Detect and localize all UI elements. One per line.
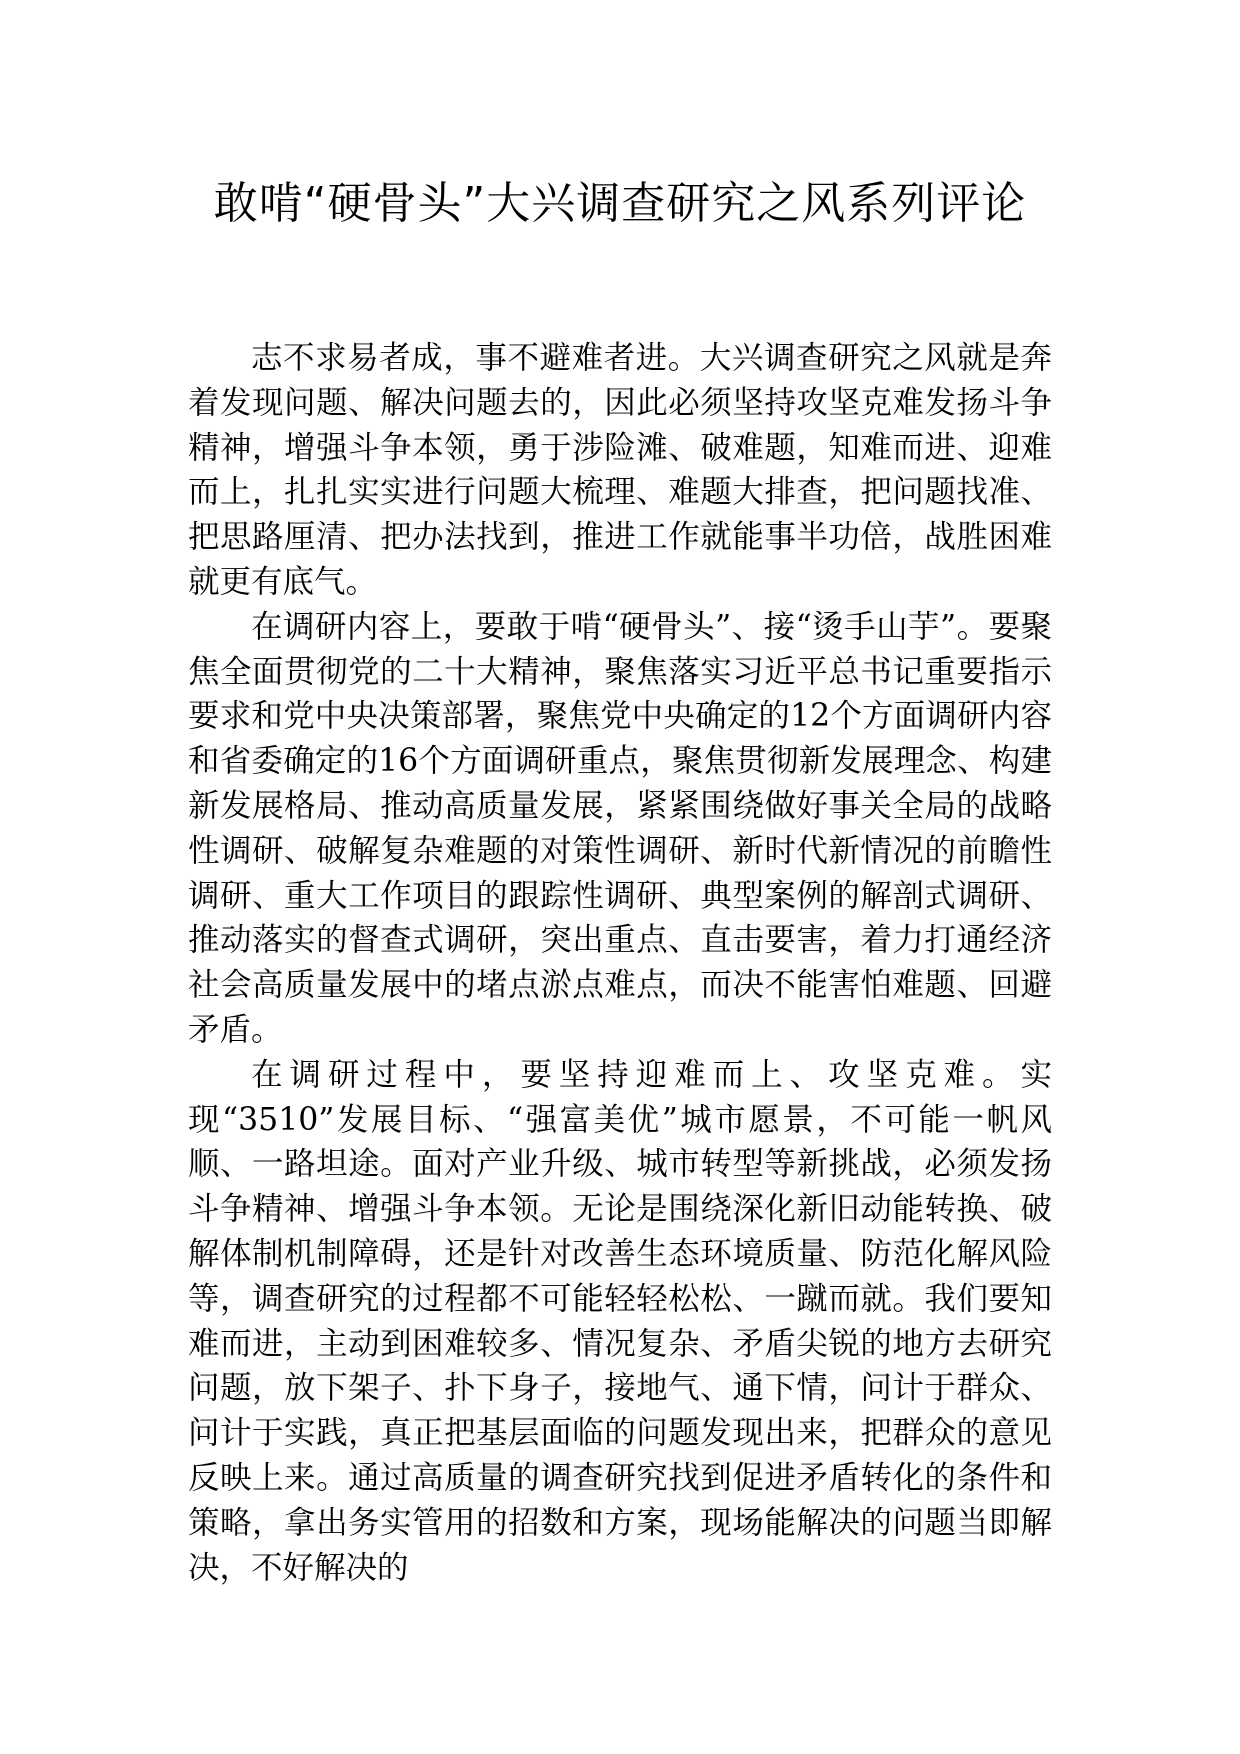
paragraph: 在调研过程中，要坚持迎难而上、攻坚克难。实现“3510”发展目标、“强富美优”城市愿景，不可能一帆风顺、一路坦途。面对产业升级、城市转型等新挑战，必须发扬斗争精神、增强斗争本领。无论是围绕深化新旧动能转换、破解体制机制障碍，还是针对改善生态环境质量、防范化解风险等，调查研究的过程都不可能轻轻松松、一蹴而就。我们要知难而进，主动到困难较多、情况复杂、矛盾尖锐的地方去研究问题，放下架子、扑下身子，接地气、通下情，问计于群众、问计于实践，真正把基层面临的问题发现出来，把群众的意见反映上来。通过高质量的调查研究找到促进矛盾转化的条件和策略，拿出务实管用的招数和方案，现场能解决的问题当即解决，不好解决的 bbox=[188, 1056, 1052, 1586]
paragraph: 志不求易者成，事不避难者进。大兴调查研究之风就是奔着发现问题、解决问题去的，因此必须坚持攻坚克难发扬斗争精神，增强斗争本领，勇于涉险滩、破难题，知难而进、迎难而上，扎扎实实进行问题大梳理、难题大排查，把问题找准、把思路厘清、把办法找到，推进工作就能事半功倍，战胜困难就更有底气。 bbox=[188, 340, 1052, 600]
document-title: 敢啃“硬骨头”大兴调查研究之风系列评论 bbox=[213, 178, 1027, 229]
paragraph: 在调研内容上，要敢于啃“硬骨头”、接“烫手山芋”。要聚焦全面贯彻党的二十大精神，聚焦落实习近平总书记重要指示要求和党中央决策部署，聚焦党中央确定的12个方面调研内容和省委确定的16个方面调研重点，聚焦贯彻新发展理念、构建新发展格局、推动高质量发展，紧紧围绕做好事关全局的战略性调研、破解复杂难题的对策性调研、新时代新情况的前瞻性调研、重大工作项目的跟踪性调研、典型案例的解剖式调研、推动落实的督查式调研，突出重点、直击要害，着力打通经济社会高质量发展中的堵点淤点难点，而决不能害怕难题、回避矛盾。 bbox=[188, 608, 1052, 1048]
document-body bbox=[188, 336, 1052, 1590]
